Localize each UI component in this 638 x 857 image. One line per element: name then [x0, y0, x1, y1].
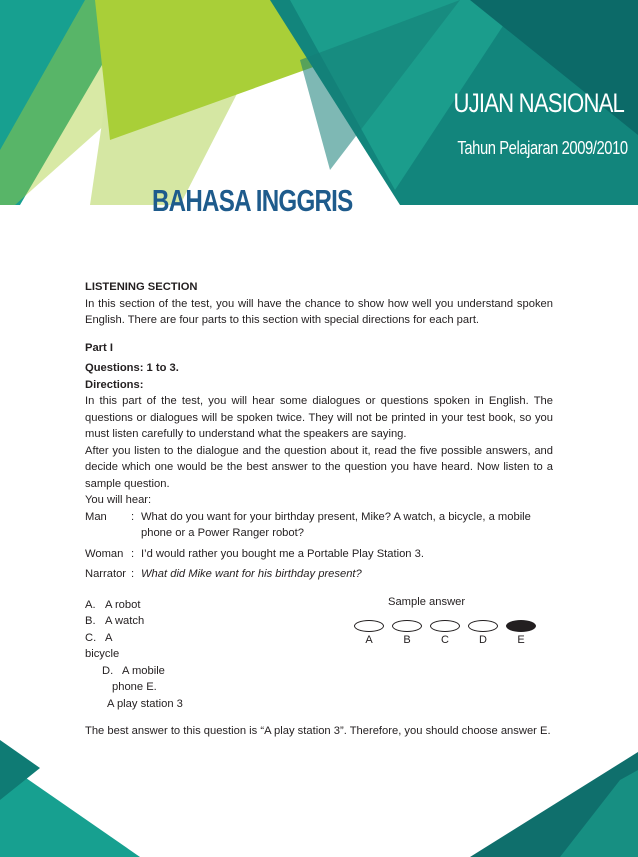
option-text: A [105, 631, 113, 644]
footer-graphic [0, 740, 638, 857]
option-text: phone E. [112, 681, 157, 693]
bubble-option-e [504, 620, 538, 646]
conclusion-text: The best answer to this question is “A play station 3”. Therefore, you should choose answer E. [85, 725, 551, 737]
dialogue-line [85, 509, 553, 542]
dialogue-colon: : [131, 568, 135, 580]
bubble-letter: B [403, 634, 411, 646]
directions-paragraph-1: In this part of the test, you will hear some dialogues or questions spoken in English. The questions or dialogues will be spoken twice. They will not be printed in your test book, so you must listen carefully to understand what the speakers are saying. [85, 395, 553, 440]
section-title: LISTENING SECTION [85, 281, 198, 293]
dialogue-text: What did Mike want for his birthday present? [141, 568, 362, 580]
sample-answer-label: Sample answer [388, 596, 466, 608]
dialogue-text: What do you want for your birthday present, Mike? A watch, a bicycle, a mobile phone or a Power Ranger robot? [141, 510, 531, 539]
bubble-letter: A [365, 634, 373, 646]
dialogue-speaker: Narrator [85, 568, 127, 580]
you-will-hear: You will hear: [85, 494, 152, 506]
subject-title: BAHASA INGGRIS [152, 183, 353, 218]
option-letter: A. [85, 598, 96, 611]
option-text: A watch [105, 615, 145, 627]
bubble-option-d [466, 620, 500, 646]
exam-year: Tahun Pelajaran 2009/2010 [457, 138, 628, 158]
bubble-option-c [428, 620, 462, 646]
bubble-letter: D [479, 634, 487, 646]
option-text: A robot [105, 598, 141, 611]
answer-bubble [354, 620, 384, 632]
bubble-option-b [390, 620, 424, 646]
directions-label: Directions: [85, 378, 144, 391]
answer-bubble [430, 620, 460, 632]
option-letter: D. [102, 664, 114, 677]
option-letter: B. [85, 615, 96, 627]
bubble-letter: C [441, 634, 449, 646]
dialogue-colon: : [131, 547, 135, 560]
option-item [85, 696, 553, 713]
dialogue-line [85, 566, 553, 583]
option-text: bicycle [85, 648, 120, 660]
option-item [85, 679, 553, 696]
sample-answer-bubbles [352, 620, 527, 650]
option-text: A mobile [122, 664, 165, 677]
dialogue-line [85, 546, 553, 563]
dialogue-speaker: Woman [85, 547, 124, 560]
document-body [85, 279, 553, 740]
section-intro: In this section of the test, you will have the chance to show how well you understand spoken English. There are four parts to this section with special directions for each part. [85, 297, 553, 326]
exam-title: UJIAN NASIONAL [453, 88, 624, 118]
bubble-letter: E [517, 634, 525, 646]
dialogue-colon: : [131, 510, 135, 523]
answer-bubble [392, 620, 422, 632]
option-letter: C. [85, 631, 97, 644]
dialogue-speaker: Man [85, 510, 107, 523]
answer-options [85, 597, 553, 713]
option-text: A play station 3 [107, 697, 183, 710]
option-item [85, 663, 553, 680]
bubble-option-a [352, 620, 386, 646]
option-item [85, 597, 553, 614]
dialogue-text: I’d would rather you bought me a Portable Play Station 3. [141, 547, 424, 560]
questions-range: Questions: 1 to 3. [85, 362, 179, 374]
directions-paragraph-2: After you listen to the dialogue and the question about it, read the five possible answers, and decide which one would be the best answer to the question you have heard. Now listen to a sample question. [85, 444, 553, 490]
part-title: Part I [85, 341, 113, 354]
answer-bubble-filled [506, 620, 536, 632]
answer-bubble [468, 620, 498, 632]
